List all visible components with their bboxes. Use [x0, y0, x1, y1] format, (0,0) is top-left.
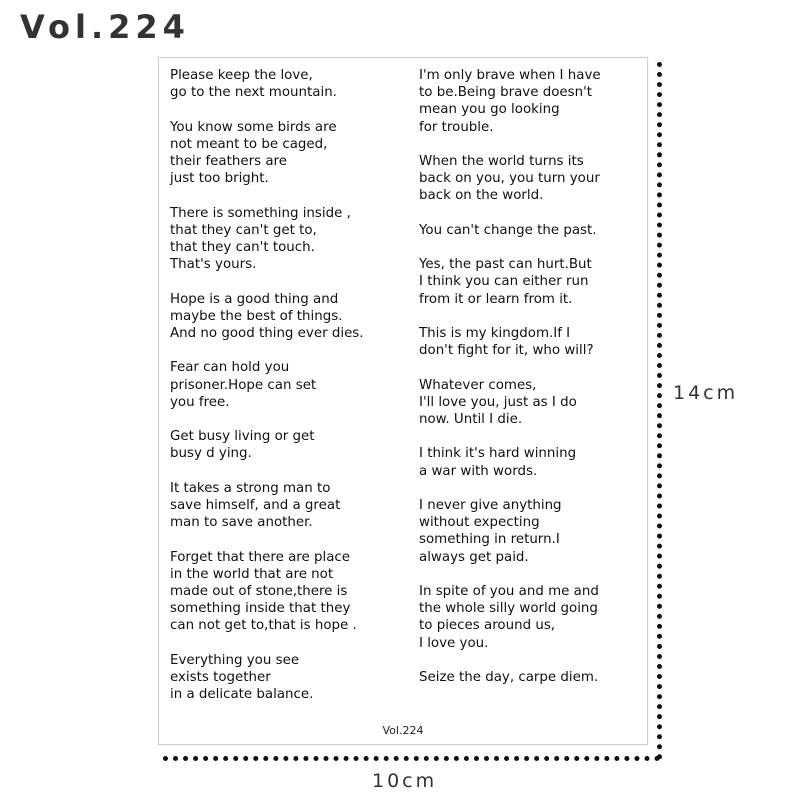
quote-line: something in return.I	[419, 532, 560, 548]
quote-line: always get paid.	[419, 549, 529, 565]
quote-line: don't fight for it, who will?	[419, 343, 594, 359]
quote-stanza	[419, 256, 647, 308]
quote-line: busy d ying.	[170, 446, 252, 462]
quote-line: Please keep the love,	[170, 68, 313, 83]
quote-line: You know some birds are	[170, 119, 337, 135]
quote-line: that they can't touch.	[170, 240, 315, 255]
quote-line: Get busy living or get	[170, 429, 315, 445]
quote-line: And no good thing ever dies.	[170, 326, 364, 341]
quote-line: the whole silly world going	[419, 601, 598, 617]
quote-stanza	[419, 583, 647, 652]
sheet-label: Vol.224	[382, 724, 424, 737]
quote-stanza	[419, 445, 647, 479]
quote-stanza	[170, 428, 408, 462]
volume-title: Vol.224	[20, 8, 190, 46]
quote-line: That's yours.	[170, 257, 257, 273]
quote-line: Whatever comes,	[419, 377, 537, 393]
quote-stanza	[170, 549, 408, 635]
height-dimension-label: 14cm	[673, 382, 739, 404]
quote-line: that they can't get to,	[170, 222, 317, 238]
sticker-sheet	[158, 57, 648, 745]
quote-line: There is something inside ,	[170, 205, 351, 221]
quote-line: a war with words.	[419, 463, 538, 479]
quote-line: maybe the best of things.	[170, 308, 343, 324]
quote-line: mean you go looking	[419, 102, 560, 118]
quote-line: Everything you see	[170, 652, 300, 668]
quote-line: can not get to,that is hope .	[170, 618, 357, 634]
quote-stanza	[419, 377, 647, 429]
quote-line: I think it's hard winning	[419, 446, 577, 462]
quote-stanza	[419, 67, 647, 136]
left-quote-column	[170, 67, 408, 721]
quote-stanza	[170, 119, 408, 188]
quote-stanza	[170, 480, 408, 532]
quote-line: to be.Being brave doesn't	[419, 85, 593, 101]
quote-stanza	[170, 205, 408, 274]
quote-line: Seize the day, carpe diem.	[419, 669, 599, 685]
quote-stanza	[419, 153, 647, 205]
quote-line: something inside that they	[170, 601, 351, 617]
quote-line: You can't change the past.	[419, 222, 597, 238]
quote-stanza	[419, 222, 647, 239]
quote-line: not meant to be caged,	[170, 136, 328, 152]
quote-line: prisoner.Hope can set	[170, 377, 317, 393]
quote-line: man to save another.	[170, 515, 313, 531]
quote-line: from it or learn from it.	[419, 291, 573, 307]
quote-line: When the world turns its	[419, 154, 584, 169]
quote-line: their feathers are	[170, 154, 287, 169]
quote-line: now. Until I die.	[419, 411, 523, 427]
width-ruler	[163, 756, 660, 761]
width-dimension-label: 10cm	[372, 770, 438, 792]
quote-line: you free.	[170, 394, 230, 410]
quote-line: I love you.	[419, 635, 489, 651]
quote-line: Yes, the past can hurt.But	[419, 257, 592, 273]
quote-stanza	[170, 67, 408, 101]
quote-line: It takes a strong man to	[170, 480, 331, 496]
quote-line: I'm only brave when I have	[419, 68, 601, 83]
quote-line: made out of stone,there is	[170, 583, 348, 599]
quote-line: In spite of you and me and	[419, 583, 599, 599]
quote-line: save himself, and a great	[170, 497, 341, 513]
quote-stanza	[170, 359, 408, 411]
quote-line: I'll love you, just as I do	[419, 394, 577, 410]
right-quote-column	[419, 67, 647, 703]
quote-line: Forget that there are place	[170, 549, 351, 565]
quote-line: exists together	[170, 669, 271, 685]
quote-line: for trouble.	[419, 119, 494, 135]
quote-line: back on you, you turn your	[419, 171, 600, 187]
quote-line: in the world that are not	[170, 566, 334, 582]
quote-line: Fear can hold you	[170, 360, 290, 376]
height-ruler	[657, 62, 662, 760]
quote-line: in a delicate balance.	[170, 687, 314, 703]
quote-stanza	[419, 669, 647, 686]
quote-stanza	[170, 291, 408, 343]
quote-line: This is my kingdom.If I	[419, 325, 571, 341]
quote-stanza	[419, 497, 647, 566]
quote-line: I never give anything	[419, 497, 562, 513]
quote-stanza	[419, 325, 647, 359]
quote-line: go to the next mountain.	[170, 85, 337, 101]
quote-line: without expecting	[419, 515, 540, 531]
quote-stanza	[170, 652, 408, 704]
quote-line: to pieces around us,	[419, 618, 556, 634]
quote-line: Hope is a good thing and	[170, 291, 339, 307]
quote-line: just too bright.	[170, 171, 269, 187]
quote-line: back on the world.	[419, 188, 544, 204]
quote-line: I think you can either run	[419, 274, 589, 290]
